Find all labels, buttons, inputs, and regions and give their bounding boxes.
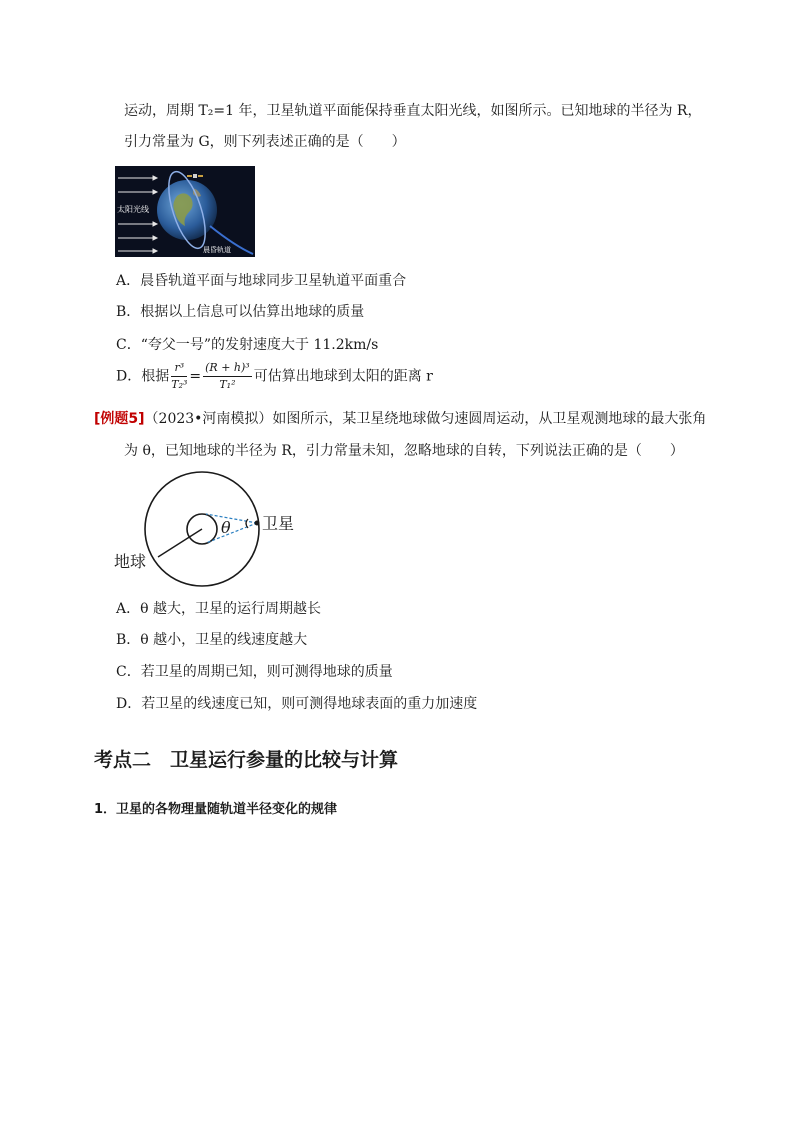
dawn-dusk-orbit-svg xyxy=(115,166,255,257)
q4-option-d-prefix: D．根据 xyxy=(116,368,170,385)
q4-option-d xyxy=(116,360,433,393)
tangent-line-lower xyxy=(206,523,257,543)
q5-option-b: B．θ 越小，卫星的线速度越大 xyxy=(116,632,308,648)
q5-option-a: A．θ 越大，卫星的运行周期越长 xyxy=(116,601,321,617)
q5-stem-text: （2023•河南模拟）如图所示，某卫星绕地球做匀速圆周运动，从卫星观测地球的最大张角 xyxy=(144,411,707,427)
orbit-label: 晨昏轨道 xyxy=(203,246,231,254)
section-item-1: 1．卫星的各物理量随轨道半径变化的规律 xyxy=(94,802,338,817)
q4-option-b: B．根据以上信息可以估算出地球的质量 xyxy=(116,304,365,320)
satellite-orbit-svg xyxy=(110,470,310,590)
q5-option-c: C．若卫星的周期已知，则可测得地球的质量 xyxy=(116,664,393,680)
q4-option-c: C．“夸父一号”的发射速度大于 11.2km/s xyxy=(116,337,379,353)
q5-option-d: D．若卫星的线速度已知，则可测得地球表面的重力加速度 xyxy=(116,696,478,712)
example-tag: [例题5] xyxy=(94,411,145,427)
section-title: 考点二 卫星运行参量的比较与计算 xyxy=(94,749,399,771)
formula-equals: = xyxy=(189,368,202,385)
satellite-orbit-diagram xyxy=(110,470,310,590)
q4-option-a: A．晨昏轨道平面与地球同步卫星轨道平面重合 xyxy=(116,273,407,289)
earth-label: 地球 xyxy=(114,552,147,571)
q5-stem-line1 xyxy=(94,409,706,429)
q4-option-d-suffix: 可估算出地球到太阳的距离 r xyxy=(253,368,433,385)
q5-stem-line2: 为 θ，已知地球的半径为 R，引力常量未知，忽略地球的自转，下列说法正确的是（ ） xyxy=(124,443,684,459)
formula-left-fraction: $\frac{\text{r³}}{\text{T₂³}}$ xyxy=(171,361,188,391)
satellite-dot xyxy=(255,521,260,526)
theta-label: θ xyxy=(221,518,231,537)
formula-right-fraction: $\frac{\text{(R + h)³}}{\text{T₁²}}$ xyxy=(205,361,250,391)
dawn-dusk-orbit-figure xyxy=(115,166,255,257)
q4-stem-line2: 引力常量为 G，则下列表述正确的是（ ） xyxy=(124,134,406,150)
satellite-label: 卫星 xyxy=(262,514,295,533)
sunlight-label: 太阳光线 xyxy=(117,205,149,214)
q4-stem-line1: 运动，周期 T₂=1 年，卫星轨道平面能保持垂直太阳光线，如图所示。已知地球的半径为 R， xyxy=(124,103,702,119)
